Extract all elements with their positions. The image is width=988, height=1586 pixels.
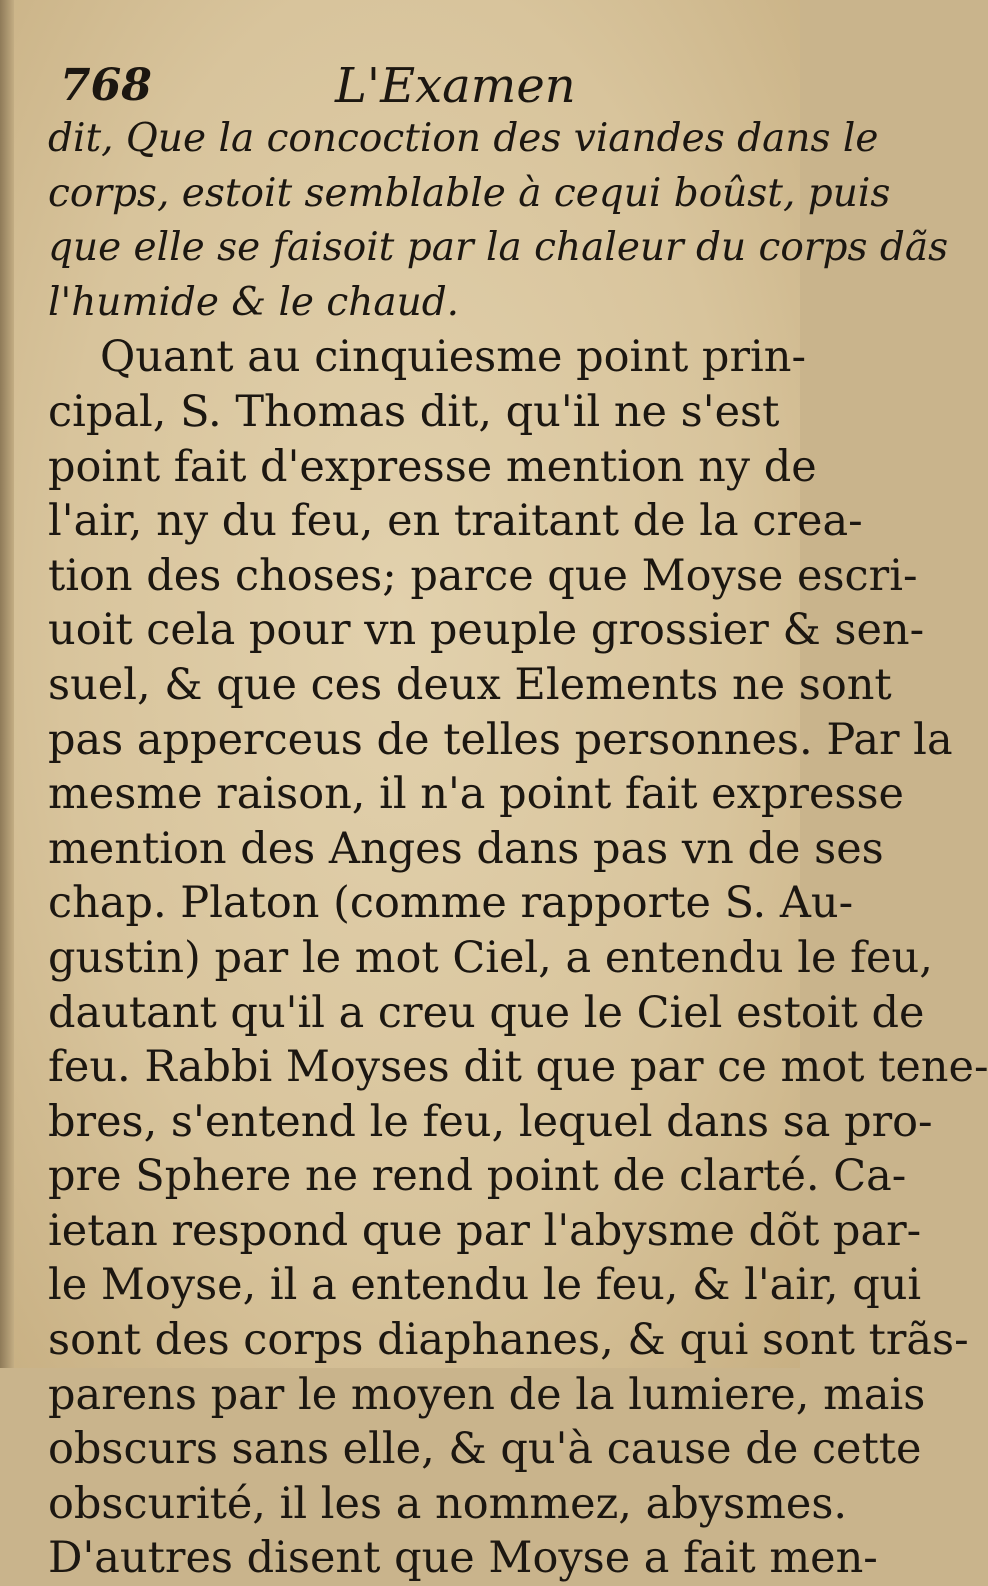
text-line: uoit cela pour vn peuple grossier & sen-	[48, 605, 925, 656]
text-line: gustin) par le mot Ciel, a entendu le feu,	[48, 932, 933, 983]
page-number: 768	[60, 60, 152, 111]
text-line: dit, Que la concoction des viandes dans le	[48, 116, 879, 161]
text-line: cipal, S. Thomas dit, qu'il ne s'est	[48, 386, 780, 437]
text-line: point fait d'expresse mention ny de	[48, 441, 817, 492]
text-line: bres, s'entend le feu, lequel dans sa pro-	[48, 1096, 933, 1147]
text-line: tion des choses; parce que Moyse escri-	[48, 550, 918, 601]
page-gutter-shadow	[0, 0, 14, 1368]
running-title: L'Examen	[335, 58, 576, 114]
text-line: que elle se faisoit par la chaleur du corps dãs	[48, 225, 949, 271]
text-line: D'autres disent que Moyse a fait men-	[48, 1533, 878, 1584]
text-line: obscurité, il les a nommez, abysmes.	[48, 1478, 848, 1529]
text-line: chap. Platon (comme rapporte S. Au-	[48, 878, 854, 929]
text-line: dautant qu'il a creu que le Ciel estoit de	[48, 987, 925, 1038]
text-line: feu. Rabbi Moyses dit que par ce mot tene-	[48, 1042, 988, 1093]
text-line: sont des corps diaphanes, & qui sont trãs-	[48, 1315, 969, 1366]
text-line: ietan respond que par l'abysme dõt par-	[48, 1205, 922, 1256]
text-line: suel, & que ces deux Elements ne sont	[48, 659, 892, 710]
text-line: Quant au cinquiesme point prin-	[100, 332, 806, 383]
text-line: le Moyse, il a entendu le feu, & l'air, qui	[48, 1260, 922, 1311]
text-line: parens par le moyen de la lumiere, mais	[48, 1369, 926, 1420]
text-line: l'humide & le chaud.	[48, 279, 460, 325]
text-line: obscurs sans elle, & qu'à cause de cette	[48, 1424, 922, 1475]
text-line: mention des Anges dans pas vn de ses	[48, 823, 884, 874]
body-text	[48, 112, 988, 1586]
text-line: pas apperceus de telles personnes. Par la	[48, 714, 953, 765]
text-line: l'air, ny du feu, en traitant de la crea-	[48, 496, 863, 547]
text-line: corps, estoit semblable à cequi boûst, puis	[48, 170, 891, 216]
text-line: pre Sphere ne rend point de clarté. Ca-	[48, 1151, 907, 1202]
running-head	[60, 58, 760, 114]
text-line: mesme raison, il n'a point fait expresse	[48, 769, 904, 820]
